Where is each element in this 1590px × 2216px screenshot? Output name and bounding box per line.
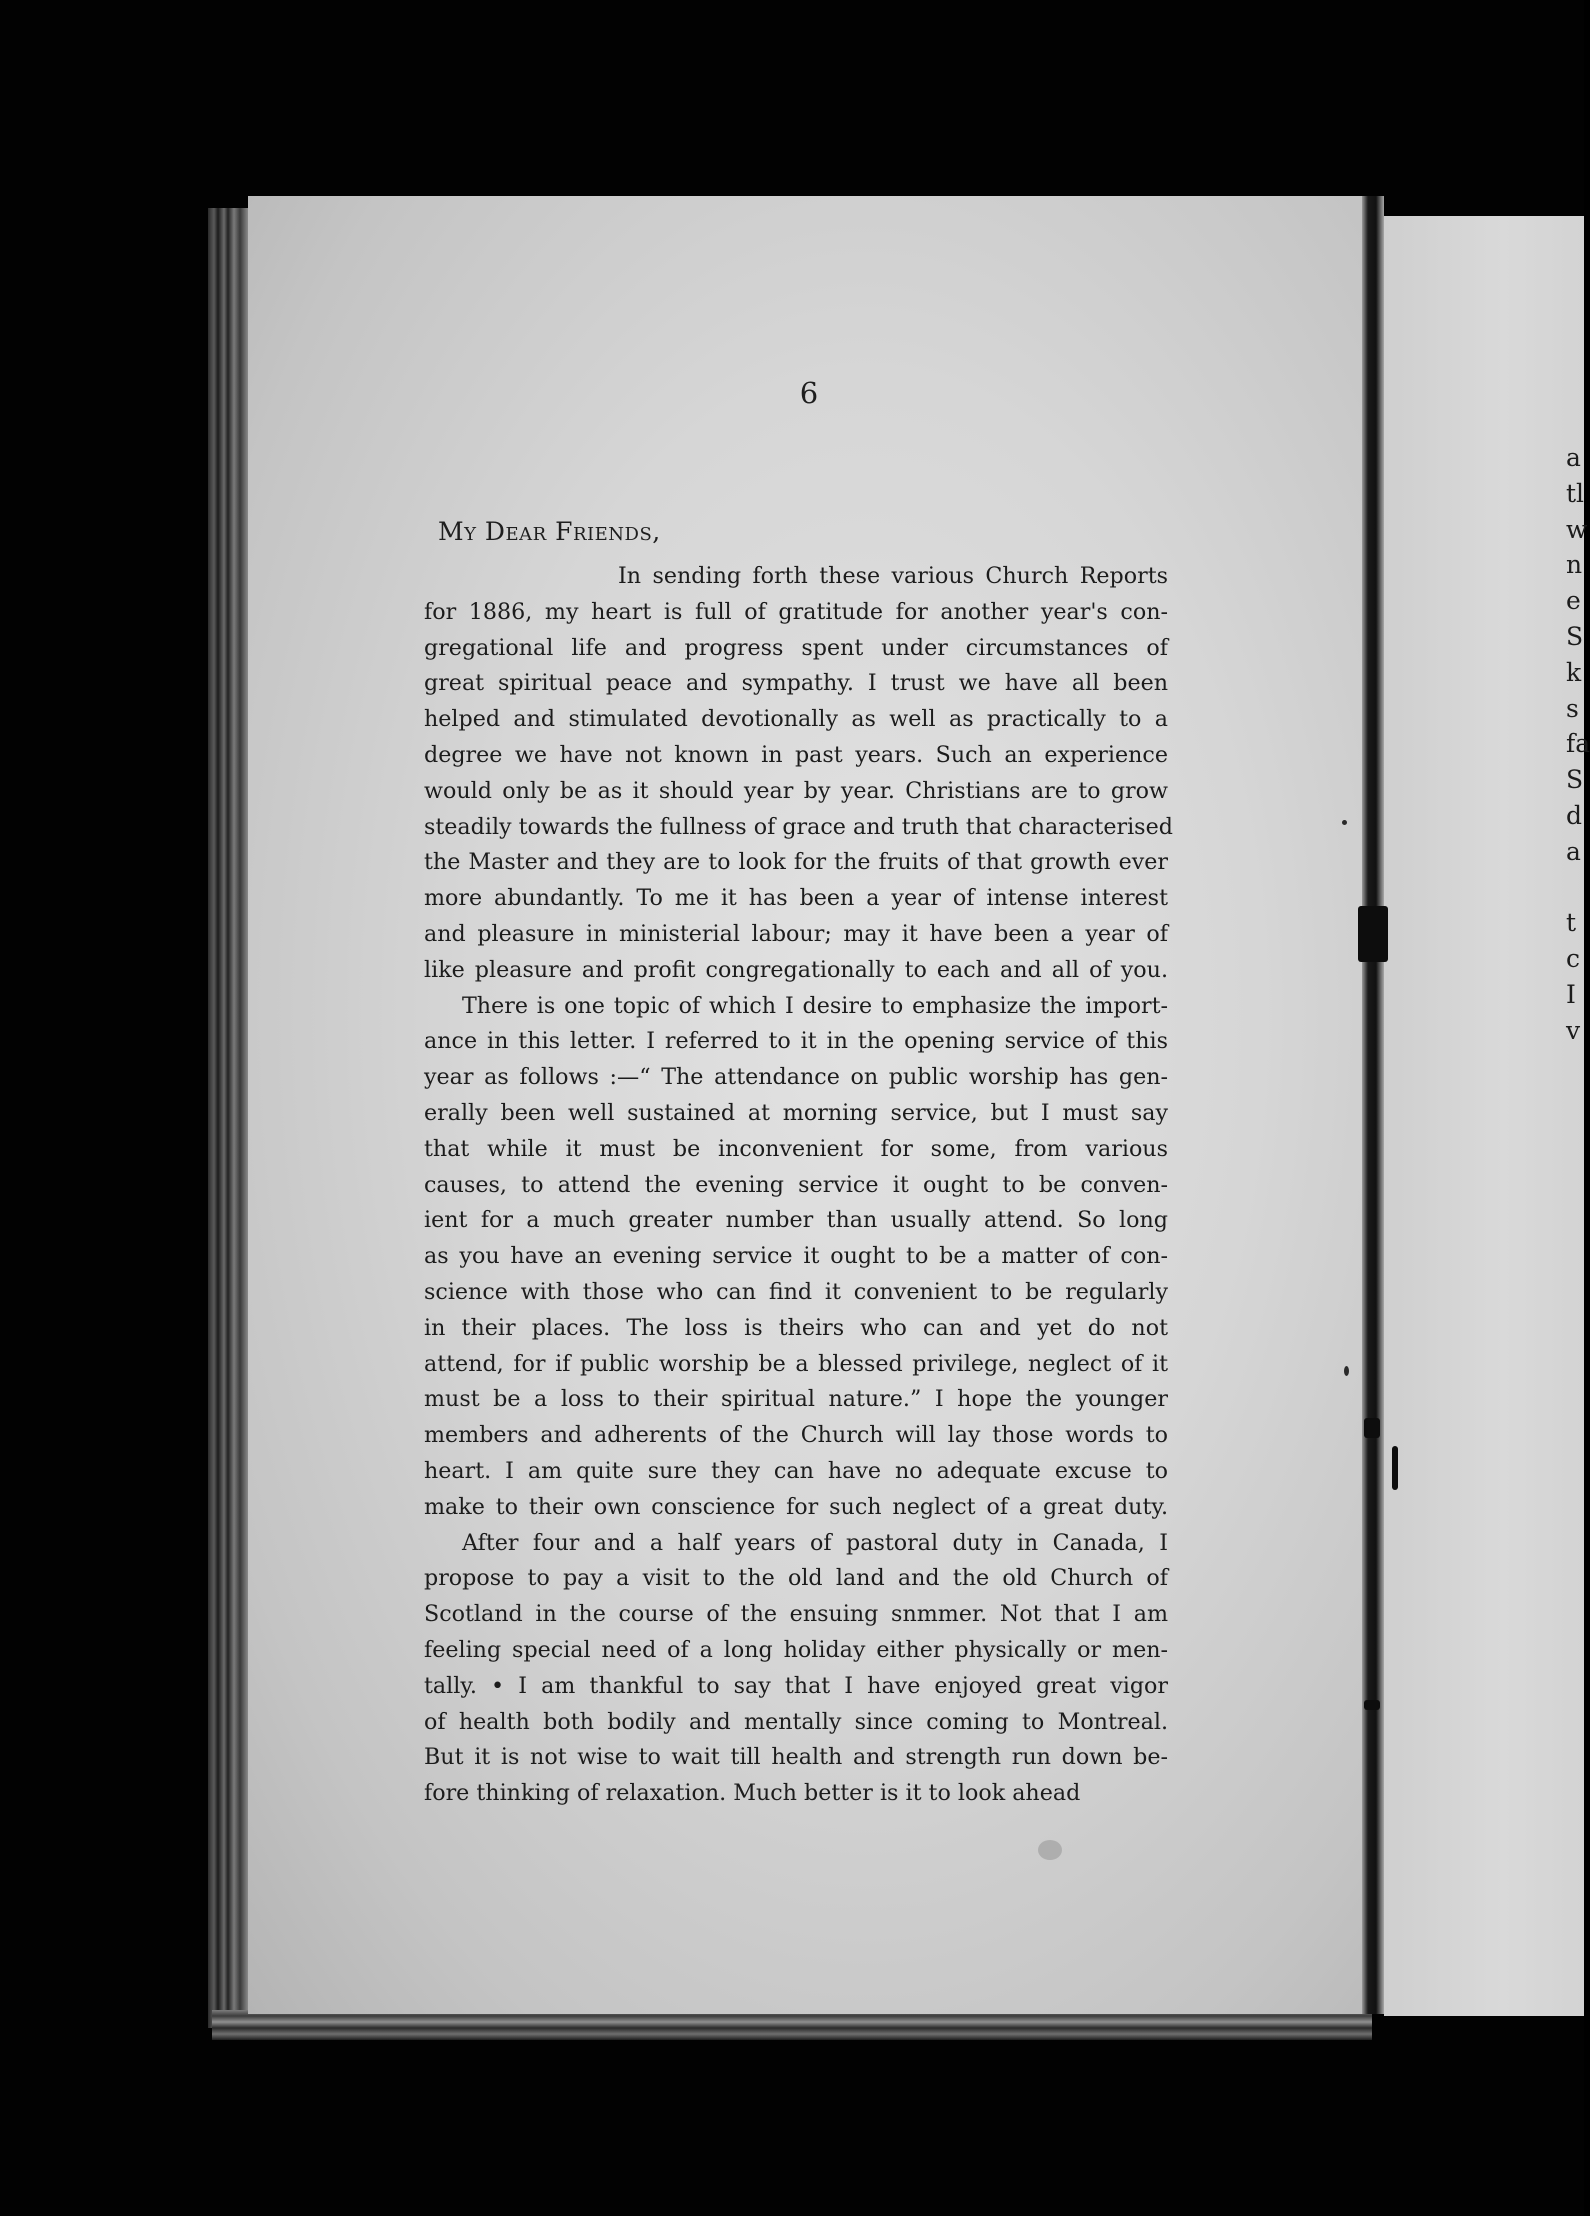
- text-line: for 1886, my heart is full of gratitude for another year's con-: [424, 598, 1168, 625]
- binding-thread: [1358, 906, 1388, 962]
- text-line: attend, for if public worship be a blessed privilege, neglect of it: [424, 1350, 1168, 1377]
- page-stack-bottom: [212, 2010, 1372, 2040]
- text-line: Scotland in the course of the ensuing snmmer. Not that I am: [424, 1601, 1168, 1628]
- text-line: propose to pay a visit to the old land and the old Church of: [424, 1565, 1168, 1592]
- facing-text-fragment: t: [1566, 908, 1577, 938]
- text-line: of health both bodily and mentally since coming to Montreal.: [424, 1708, 1168, 1735]
- page-stack-edges: [208, 208, 248, 2028]
- text-line: degree we have not known in past years. Such an experience: [424, 741, 1168, 768]
- binding-thread: [1364, 1418, 1380, 1438]
- facing-text-fragment: S: [1566, 621, 1584, 651]
- text-line: would only be as it should year by year. Christians are to grow: [424, 777, 1168, 804]
- facing-text-fragment: d: [1566, 800, 1583, 830]
- page-number: 6: [799, 376, 819, 410]
- text-line: causes, to attend the evening service it ought to be conven-: [424, 1171, 1168, 1198]
- facing-page: [1384, 216, 1590, 2016]
- facing-text-fragment: a: [1566, 836, 1581, 866]
- letter-body: [424, 559, 1173, 1812]
- text-line: ient for a much greater number than usually attend. So long: [424, 1207, 1168, 1234]
- text-line: like pleasure and profit congregationally to each and all of you.: [424, 956, 1168, 983]
- text-line: There is one topic of which I desire to emphasize the import-: [462, 992, 1168, 1019]
- facing-text-fragment: S: [1566, 765, 1584, 795]
- text-line: more abundantly. To me it has been a year of intense interest: [424, 885, 1168, 912]
- text-line: gregational life and progress spent under circumstances of: [424, 634, 1168, 661]
- binding-thread: [1364, 1700, 1380, 1710]
- text-line: the Master and they are to look for the fruits of that growth ever: [424, 849, 1168, 876]
- facing-text-fragment: s: [1566, 693, 1579, 723]
- text-line: science with those who can find it convenient to be regularly: [424, 1278, 1168, 1305]
- text-line: must be a loss to their spiritual nature.” I hope the younger: [424, 1386, 1168, 1413]
- facing-text-fragment: e: [1566, 586, 1581, 616]
- text-line: in their places. The loss is theirs who can and yet do not: [424, 1314, 1168, 1341]
- facing-page-text: [1566, 440, 1590, 1049]
- binding-thread: [1392, 1446, 1398, 1490]
- facing-text-fragment: w: [1566, 514, 1588, 544]
- text-line: tally. • I am thankful to say that I have enjoyed great vigor: [424, 1672, 1168, 1699]
- text-line: heart. I am quite sure they can have no adequate excuse to: [424, 1457, 1168, 1484]
- text-line: After four and a half years of pastoral duty in Canada, I: [462, 1529, 1168, 1556]
- text-line: erally been well sustained at morning service, but I must say: [424, 1099, 1168, 1126]
- paper-speck: [1344, 1366, 1349, 1376]
- book-gutter: [1362, 196, 1384, 2014]
- text-line: year as follows :—“ The attendance on public worship has gen-: [424, 1064, 1168, 1091]
- text-line: members and adherents of the Church will lay those words to: [424, 1422, 1168, 1449]
- facing-text-fragment: n: [1566, 550, 1583, 580]
- facing-text-fragment: I: [1566, 979, 1576, 1009]
- text-line: and pleasure in ministerial labour; may it have been a year of: [424, 920, 1168, 947]
- paper-speck: [1038, 1840, 1062, 1860]
- text-line: fore thinking of relaxation. Much better is it to look ahead: [424, 1780, 1081, 1807]
- text-line: But it is not wise to wait till health and strength run down be-: [424, 1744, 1168, 1771]
- text-line: steadily towards the fullness of grace and truth that characterised: [424, 813, 1173, 840]
- facing-text-fragment: v: [1566, 1015, 1581, 1045]
- facing-text-fragment: c: [1566, 944, 1581, 974]
- facing-text-fragment: a: [1566, 443, 1581, 472]
- text-line: make to their own conscience for such neglect of a great duty.: [424, 1493, 1168, 1520]
- facing-text-fragment: k: [1566, 657, 1582, 687]
- text-line: great spiritual peace and sympathy. I trust we have all been: [424, 670, 1168, 697]
- text-line: helped and stimulated devotionally as well as practically to a: [424, 706, 1168, 733]
- text-line: feeling special need of a long holiday either physically or men-: [424, 1636, 1168, 1663]
- text-line: In sending forth these various Church Reports: [618, 563, 1168, 589]
- text-line: as you have an evening service it ought to be a matter of con-: [424, 1243, 1168, 1270]
- text-line: that while it must be inconvenient for some, from various: [424, 1135, 1168, 1162]
- text-line: ance in this letter. I referred to it in the opening service of this: [424, 1028, 1168, 1055]
- letter-salutation: My Dear Friends,: [438, 517, 661, 546]
- facing-text-fragment: fa: [1566, 729, 1590, 759]
- facing-text-fragment: tl: [1566, 478, 1585, 508]
- facing-text-fragment: [1566, 870, 1584, 906]
- paper-speck: [1342, 820, 1347, 825]
